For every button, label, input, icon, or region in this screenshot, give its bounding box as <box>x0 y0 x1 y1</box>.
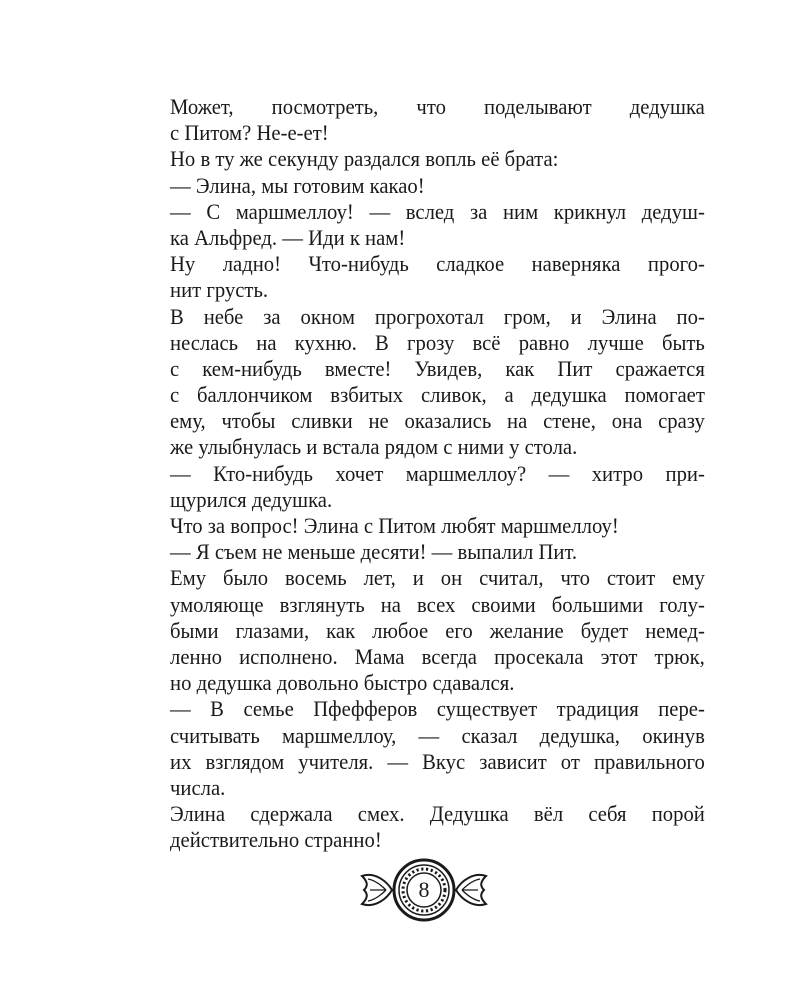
text-line: Может, посмотреть, что поделывают дедушка <box>170 94 705 119</box>
page-number-ornament <box>356 858 492 922</box>
text-line: — Элина, мы готовим какао! <box>170 172 425 198</box>
text-line: умоляюще взглянуть на всех своими большими голу- <box>170 591 705 617</box>
page-number: 8 <box>418 877 430 902</box>
text-line: — Я съем не меньше десяти! — выпалил Пит. <box>170 539 578 565</box>
text-line: В небе за окном прогрохотал гром, и Элина по- <box>170 303 705 329</box>
text-line: — Кто-нибудь хочет маршмеллоу? — хитро при- <box>170 460 705 486</box>
text-line: ему, чтобы сливки не оказались на стене, она сразу <box>170 408 705 434</box>
text-line: же улыбнулась и встала рядом с ними у стола. <box>170 434 578 460</box>
text-line: но дедушка довольно быстро сдавался. <box>170 670 515 696</box>
text-line: — В семье Пфефферов существует традиция пере- <box>170 696 705 722</box>
text-line: с баллончиком взбитых сливок, а дедушка помогает <box>170 382 705 408</box>
text-line: действительно странно! <box>170 827 382 853</box>
text-line: Но в ту же секунду раздался вопль её брата: <box>170 146 559 172</box>
text-line: Ему было восемь лет, и он считал, что стоит ему <box>170 565 705 591</box>
text-line: считывать маршмеллоу, — сказал дедушка, окинув <box>170 722 705 748</box>
text-line: с Питом? Не-е-ет! <box>170 120 329 146</box>
text-line: Элина сдержала смех. Дедушка вёл себя порой <box>170 801 705 827</box>
text-line: неслась на кухню. В грозу всё равно лучше быть <box>170 329 705 355</box>
text-line: быми глазами, как любое его желание будет немед- <box>170 617 705 643</box>
text-line: ка Альфред. — Иди к нам! <box>170 224 406 250</box>
text-line: с кем-нибудь вместе! Увидев, как Пит сражается <box>170 355 705 381</box>
text-line: ленно исполнено. Мама всегда просекала этот трюк, <box>170 643 705 669</box>
text-line: нит грусть. <box>170 277 269 303</box>
text-line: — С маршмеллоу! — вслед за ним крикнул дедуш- <box>170 198 705 224</box>
text-line: Ну ладно! Что-нибудь сладкое наверняка прого- <box>170 251 705 277</box>
text-line: их взглядом учителя. — Вкус зависит от правильного <box>170 748 705 774</box>
text-line: щурился дедушка. <box>170 486 333 512</box>
text-line: числа. <box>170 774 226 800</box>
text-line: Что за вопрос! Элина с Питом любят маршмеллоу! <box>170 513 619 538</box>
body-text <box>170 94 705 853</box>
